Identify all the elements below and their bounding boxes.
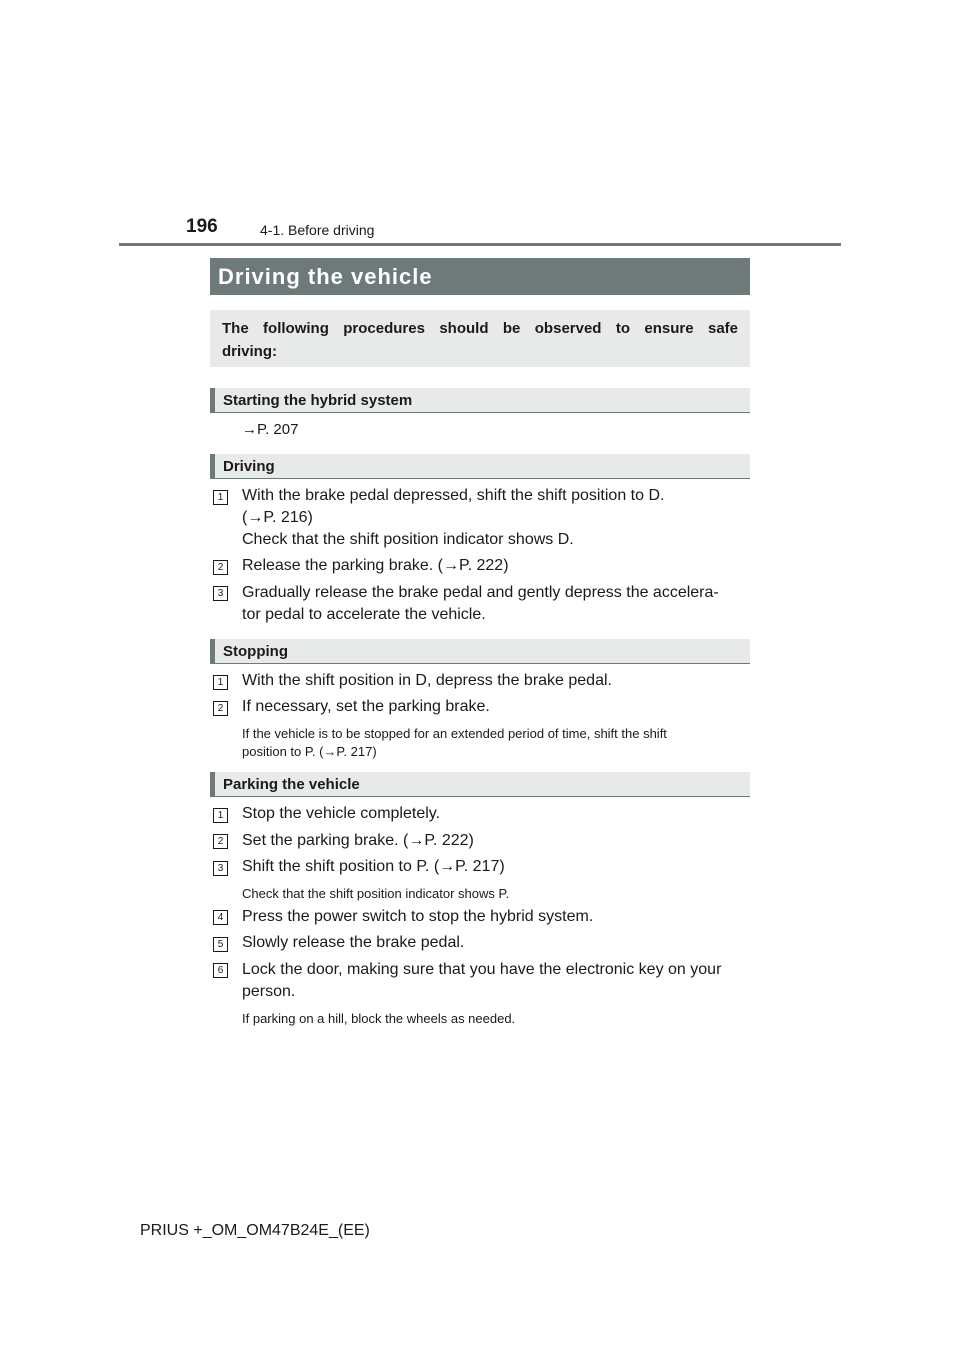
step-line: Shift the shift position to P. (→P. 217) xyxy=(242,858,505,875)
step-number: 6 xyxy=(213,963,228,978)
note-text: If parking on a hill, block the wheels as needed. xyxy=(242,1011,516,1026)
step-line: Release the parking brake. (→P. 222) xyxy=(242,557,509,574)
step-text xyxy=(242,485,752,551)
note-line: position to P. (→P. 217) xyxy=(242,744,377,759)
page-title: Driving the vehicle xyxy=(210,258,750,295)
section-label: 4-1. Before driving xyxy=(260,222,375,238)
step-line: Set the parking brake. (→P. 222) xyxy=(242,832,474,849)
step-text xyxy=(242,932,752,954)
step-text xyxy=(242,582,752,626)
step-number: 2 xyxy=(213,834,228,849)
page-number: 196 xyxy=(186,216,218,237)
step-text xyxy=(242,906,752,928)
step-number: 1 xyxy=(213,675,228,690)
step-line: person. xyxy=(242,983,296,1000)
note-text: Check that the shift position indicator shows P. xyxy=(242,886,510,901)
step-number: 4 xyxy=(213,910,228,925)
step-line: Slowly release the brake pedal. xyxy=(242,934,465,951)
step-line: Press the power switch to stop the hybrid system. xyxy=(242,908,594,925)
heading-driving: Driving xyxy=(210,454,750,479)
step-line: Stop the vehicle completely. xyxy=(242,805,441,822)
step-line: Lock the door, making sure that you have the electronic key on your xyxy=(242,961,722,978)
heading-parking-vehicle: Parking the vehicle xyxy=(210,772,750,797)
step-text xyxy=(242,803,752,825)
step-line: With the brake pedal depressed, shift the shift position to D. xyxy=(242,487,665,504)
step-number: 1 xyxy=(213,808,228,823)
step-text xyxy=(242,670,752,692)
step-text xyxy=(242,555,752,577)
step-text xyxy=(242,830,752,852)
step-line: (→P. 216) xyxy=(242,509,313,526)
step-number: 5 xyxy=(213,937,228,952)
page-reference: →P. 207 xyxy=(242,421,299,438)
intro-box: The following procedures should be observed to ensure safe driving: xyxy=(210,310,750,367)
step-text xyxy=(242,959,752,1003)
step-line: tor pedal to accelerate the vehicle. xyxy=(242,606,486,623)
step-number: 2 xyxy=(213,701,228,716)
heading-starting-hybrid-system: Starting the hybrid system xyxy=(210,388,750,413)
document-footer: PRIUS +_OM_OM47B24E_(EE) xyxy=(140,1222,370,1239)
step-number: 2 xyxy=(213,560,228,575)
step-line: If necessary, set the parking brake. xyxy=(242,698,490,715)
heading-stopping: Stopping xyxy=(210,639,750,664)
header-rule xyxy=(119,243,841,246)
step-text xyxy=(242,856,752,878)
note-line: If the vehicle is to be stopped for an extended period of time, shift the shift xyxy=(242,726,667,741)
step-line: Check that the shift position indicator shows D. xyxy=(242,531,574,548)
step-text xyxy=(242,696,752,718)
step-number: 3 xyxy=(213,586,228,601)
step-line: With the shift position in D, depress the brake pedal. xyxy=(242,672,612,689)
step-line: Gradually release the brake pedal and gently depress the accelera- xyxy=(242,584,719,601)
step-number: 3 xyxy=(213,861,228,876)
note-text xyxy=(242,725,752,761)
step-number: 1 xyxy=(213,490,228,505)
